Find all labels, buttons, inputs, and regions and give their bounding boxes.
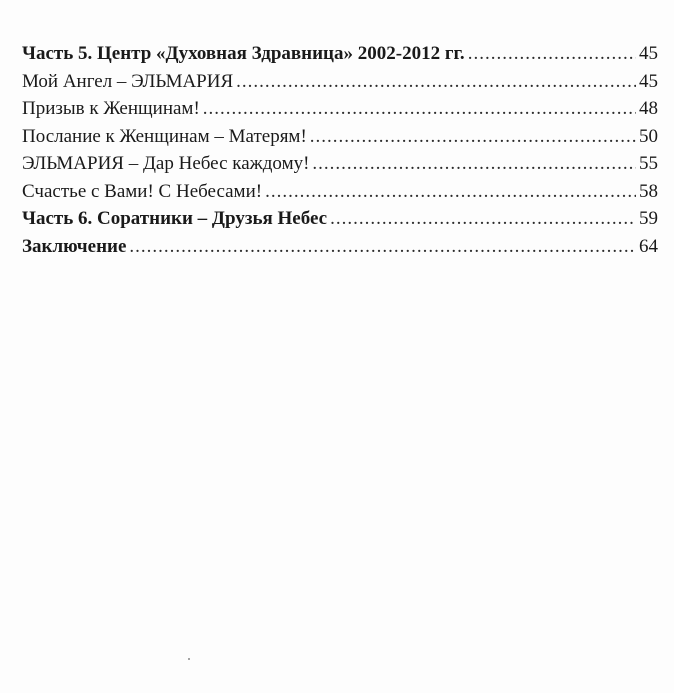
toc-dot-leader: [203, 95, 636, 123]
toc-entry-title: Послание к Женщинам – Матерям!: [22, 125, 307, 147]
toc-dot-leader: [330, 205, 636, 233]
toc-entry-part-5: [22, 40, 658, 68]
toc-dot-leader: [310, 123, 636, 151]
toc-dot-leader: [236, 68, 636, 96]
scan-speck: [188, 658, 190, 660]
toc-entry-message-to-mothers: [22, 123, 658, 151]
toc-entry-conclusion: [22, 233, 658, 261]
toc-entry-title: Заключение: [22, 235, 127, 257]
toc-dot-leader: [129, 233, 636, 261]
table-of-contents: [22, 40, 658, 260]
toc-entry-happiness: [22, 178, 658, 206]
toc-entry-title: Часть 5. Центр «Духовная Здравница» 2002-2012 гг.: [22, 43, 465, 64]
toc-entry-page: 50: [639, 125, 658, 147]
toc-entry-gift-of-heaven: [22, 150, 658, 178]
toc-dot-leader: [265, 178, 636, 206]
toc-entry-page: 55: [639, 153, 658, 174]
toc-entry-page: 48: [639, 98, 658, 119]
toc-dot-leader: [468, 40, 636, 68]
toc-dot-leader: [312, 150, 636, 178]
toc-entry-page: 45: [639, 43, 658, 64]
toc-entry-title: Призыв к Женщинам!: [22, 98, 200, 119]
toc-entry-page: 45: [639, 70, 658, 92]
toc-entry-title: Мой Ангел – ЭЛЬМАРИЯ: [22, 70, 234, 92]
toc-entry-my-angel: [22, 68, 658, 96]
toc-entry-page: 59: [639, 208, 658, 229]
toc-entry-page: 64: [639, 235, 658, 257]
toc-entry-title: Часть 6. Соратники – Друзья Небес: [22, 208, 328, 229]
toc-entry-page: 58: [639, 180, 658, 202]
toc-entry-title: ЭЛЬМАРИЯ – Дар Небес каждому!: [22, 153, 310, 174]
toc-entry-title: Счастье с Вами! С Небесами!: [22, 180, 263, 202]
toc-entry-part-6: [22, 205, 658, 233]
toc-entry-call-to-women: [22, 95, 658, 123]
